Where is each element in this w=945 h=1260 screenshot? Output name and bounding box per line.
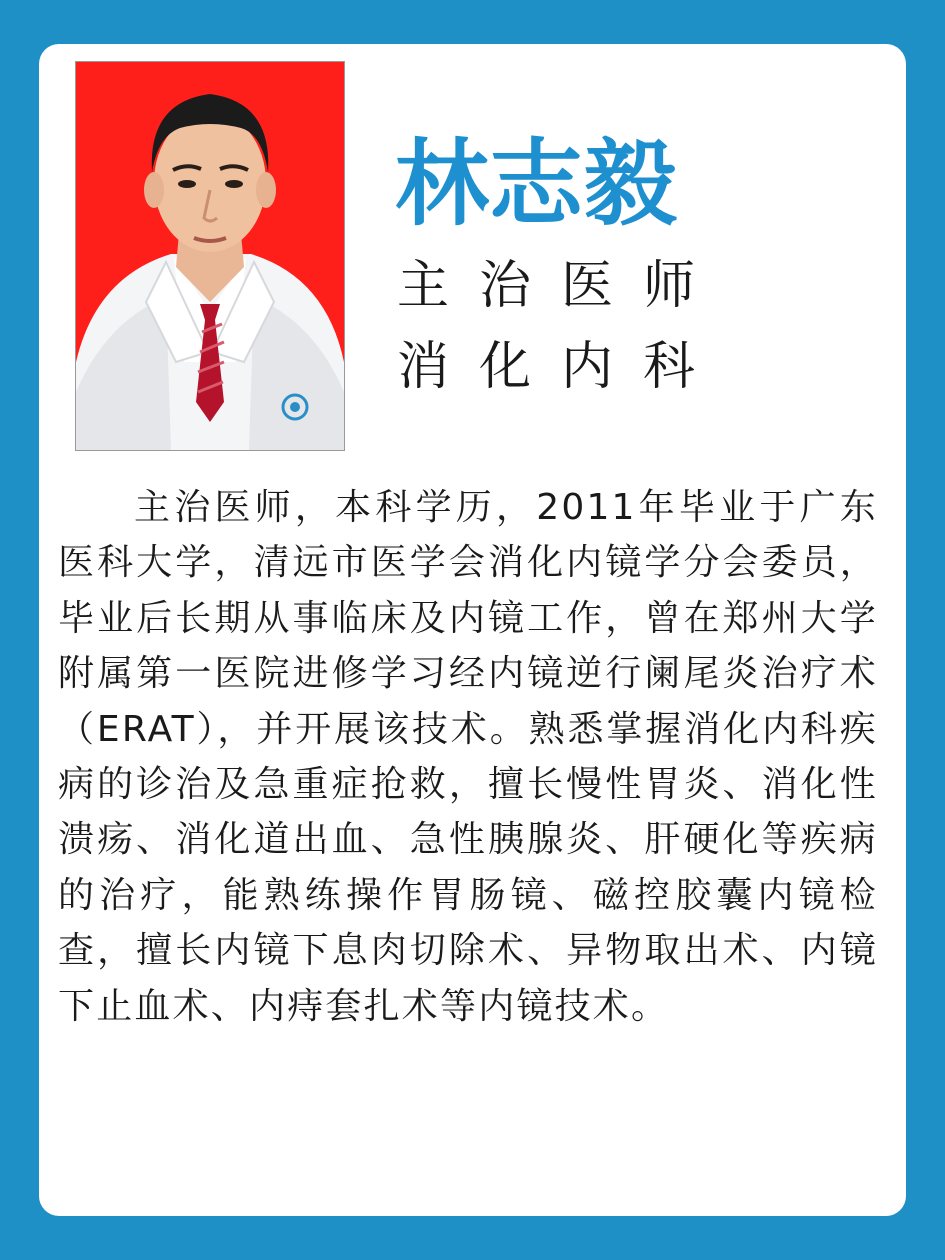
doctor-portrait-photo bbox=[75, 61, 345, 451]
doctor-biography: 主治医师，本科学历，2011年毕业于广东医科大学，清远市医学会消化内镜学分会委员，毕业后长期从事临床及内镜工作，曾在郑州大学附属第一医院进修学习经内镜逆行阑尾炎治疗术（ERAT），并开展该技术。熟悉掌握消化内科疾病的诊治及急重症抢救，擅长慢性胃炎、消化性溃疡、消化道出血、急性胰腺炎、肝硬化等疾病的治疗，能熟练操作胃肠镜、磁控胶囊内镜检查，擅长内镜下息肉切除术、异物取出术、内镜下止血术、内痔套扎术等内镜技术。 bbox=[58, 487, 878, 1027]
profile-card bbox=[39, 44, 906, 1216]
doctor-title: 主治医师 bbox=[397, 256, 726, 316]
doctor-name: 林志毅 bbox=[395, 130, 678, 239]
doctor-department: 消化内科 bbox=[397, 337, 726, 397]
